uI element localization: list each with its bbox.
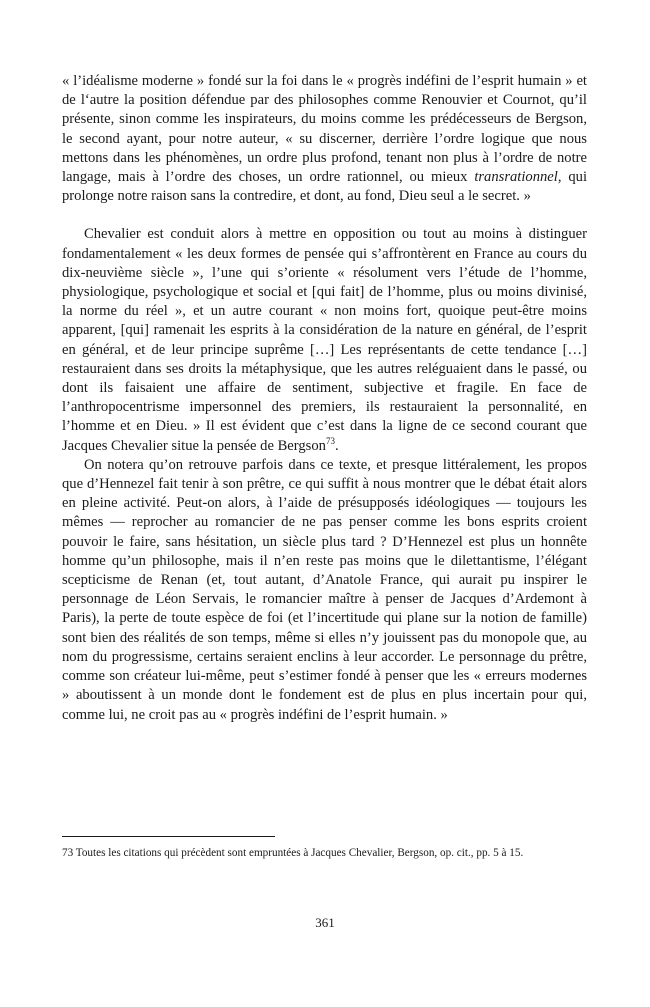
paragraph-2-end: . bbox=[334, 437, 339, 454]
paragraph-gap bbox=[62, 206, 587, 225]
footnote-divider bbox=[62, 836, 275, 837]
footnote-number: 73 bbox=[62, 847, 74, 859]
page-number: 361 bbox=[315, 915, 335, 930]
paragraph-2-text: Chevalier est conduit alors à mettre en opposition ou tout au moins à distinguer fondamentalement « les deux formes de pensée qui s’affrontèrent en France au cours du dix-neuvième siècle », l’une qui s’oriente « résolument vers l’étude de l’homme, physiologique, psychologique et social et [qui fait] de l’homme, plus ou moins divinisé, la norme du réel », et un autre courant « non moins fort, quoique peut-être moins apparent, [qui] ramenait les esprits à la considération de la nature en général, de l’esprit en général, et de leur principe suprême […] Les représentants de cette tendance […] restauraient dans ses droits la métaphysique, que les autres reléguaient dans le passé, ou dont ils faisaient une affaire de sentiment, subjective et fragile. En face de l’anthropocentrisme impersonnel des premiers, ils restauraient la personnalité, en l’homme et en Dieu. » Il est évident que c’est dans la ligne de ce second courant que Jacques Chevalier situe la pensée de Bergson bbox=[62, 226, 587, 454]
paragraph-2 bbox=[62, 225, 587, 455]
footnote bbox=[62, 846, 587, 861]
paragraph-3 bbox=[62, 456, 587, 725]
footnote-text: Toutes les citations qui précèdent sont empruntées à Jacques Chevalier, Bergson, op. cit., pp. 5 à 15. bbox=[73, 847, 524, 859]
paragraph-1-text: « l’idéalisme moderne » fondé sur la foi dans le « progrès indéfini de l’esprit humain » et de l‘autre la position défendue par des philosophes comme Renouvier et Cournot, qu’il présente, sinon comme les inspirateurs, du moins comme les prédécesseurs de Bergson, le second ayant, pour notre auteur, « su discerner, derrière l’ordre logique que nous mettons dans les phénomènes, un ordre plus profond, tenant non plus à l’ordre de notre langage, mais à l’ordre des choses, un ordre rationnel, ou mieux bbox=[62, 73, 587, 186]
paragraph-1 bbox=[62, 72, 587, 206]
footnote-reference[interactable]: 73 bbox=[325, 435, 335, 446]
paragraph-3-text: On notera qu’on retrouve parfois dans ce texte, et presque littéralement, les propos que d’Hennezel fait tenir à son prêtre, ce qui suffit à nous montrer que le débat était alors en pleine activité. Peut-on alors, à l’aide de présupposés idéologiques — toujours les mêmes — reprocher au romancier de ne pas penser comme les bons esprits croient pouvoir le faire, sans hésitation, un siècle plus tard ? D’Hennezel est plus un honnête homme qu’un philosophe, mais il n’en reste pas moins que le dilettantisme, l’élégant scepticisme de Renan (et, tout autant, d’Anatole France, qui aurait pu inspirer le personnage de Léon Servais, le romancier maître à penser de Jacques d’Ardemont à Paris), la perte de toute espèce de foi (et l’incertitude qui plane sur la notion de famille) sont bien des réalités de son temps, même si elles n’y jouissent pas du monopole que, au nom du progressisme, certains seraient enclins à leur accorder. Le personnage du prêtre, comme son créateur lui-même, peut s’estimer fondé à penser que les « erreurs modernes » aboutissent à un monde dont le fondement est de plus en plus incertain pour qui, comme lui, ne croit pas au « progrès indéfini de l’esprit humain. » bbox=[62, 456, 587, 723]
paragraph-1-end: , qui prolonge notre raison sans la contredire, et dont, au fond, Dieu seul a le secret. » bbox=[62, 169, 587, 205]
italic-term: transrationnel bbox=[474, 169, 558, 186]
body-text bbox=[62, 72, 587, 725]
